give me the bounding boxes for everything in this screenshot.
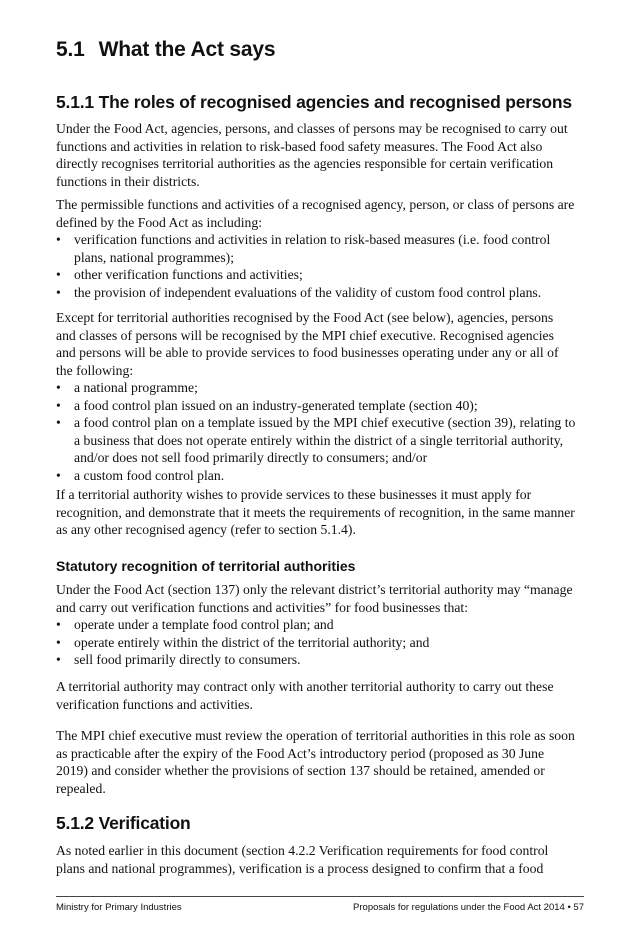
- section-number: 5.1: [56, 38, 85, 61]
- paragraph-verification: As noted earlier in this document (section 4.2.2 Verification requirements for food control plans and national programmes), verification is a process designed to confirm that a food: [56, 843, 549, 876]
- list-item: • a food control plan issued on an industry-generated template (section 40);: [56, 397, 576, 415]
- subsection-heading-roles: [56, 92, 572, 113]
- paragraph-permissible-functions: The permissible functions and activities of a recognised agency, person, or class of persons are defined by the Food Act as including:: [56, 197, 575, 230]
- subsection-heading-verification: [56, 813, 191, 834]
- paragraph-recognition-intro: Under the Food Act, agencies, persons, and classes of persons may be recognised to carry out functions and activities in relation to risk-based food safety measures. The Food Act also directly recognises territorial authorities as the agencies responsible for certain verification functions in their districts.: [56, 121, 568, 189]
- paragraph-territorial-authority-apply: If a territorial authority wishes to provide services to these businesses it must apply for recognition, and demonstrate that it meets the requirements of recognition, in the same manner as any other recognised agency (refer to section 5.1.4).: [56, 487, 575, 538]
- list-item: • operate entirely within the district of the territorial authority; and: [56, 634, 576, 652]
- list-item: • operate under a template food control plan; and: [56, 616, 576, 634]
- list-item: • a food control plan on a template issued by the MPI chief executive (section 39), relating to a business that does not operate entirely within the district of a single territorial authority, and/or does not sell food primarily directly to consumers; and/or: [56, 414, 576, 467]
- footer-organisation: Ministry for Primary Industries: [56, 902, 182, 913]
- list-item: • sell food primarily directly to consumers.: [56, 651, 576, 669]
- list-item: • other verification functions and activities;: [56, 266, 576, 284]
- subsection-number: 5.1.1: [56, 92, 94, 112]
- paragraph-mpi-recognition: Except for territorial authorities recognised by the Food Act (see below), agencies, persons and classes of persons will be recognised by the MPI chief executive. Recognised agencies and persons will be able to provide services to food businesses operating under any or all of the following:: [56, 310, 559, 378]
- paragraph-review: The MPI chief executive must review the operation of territorial authorities in this role as soon as practicable after the expiry of the Food Act’s introductory period (proposed as 30 June 2019) and consider whether the provisions of section 137 should be retained, amended or repealed.: [56, 728, 575, 796]
- paragraph-contract: A territorial authority may contract only with another territorial authority to carry out these verification functions and activities.: [56, 679, 554, 712]
- footer-page-info: Proposals for regulations under the Food Act 2014 • 57: [353, 902, 584, 913]
- list-item: • the provision of independent evaluations of the validity of custom food control plans.: [56, 284, 576, 302]
- subsection-title: Verification: [98, 813, 191, 833]
- section-heading: [56, 38, 275, 62]
- statutory-recognition-heading: Statutory recognition of territorial authorities: [56, 558, 356, 574]
- functions-list: [56, 231, 576, 301]
- list-item: • a national programme;: [56, 379, 576, 397]
- list-item: • a custom food control plan.: [56, 467, 576, 485]
- business-conditions-list: [56, 616, 576, 669]
- subsection-title: The roles of recognised agencies and recognised persons: [98, 92, 572, 112]
- section-title: What the Act says: [98, 38, 276, 61]
- list-item: • verification functions and activities in relation to risk-based measures (i.e. food control plans, national programmes);: [56, 231, 576, 266]
- subsection-number: 5.1.2: [56, 813, 94, 833]
- footer-divider: [56, 896, 584, 897]
- paragraph-section-137: Under the Food Act (section 137) only the relevant district’s territorial authority may “manage and carry out verification functions and activities” for food businesses that:: [56, 582, 573, 615]
- services-list: [56, 379, 576, 485]
